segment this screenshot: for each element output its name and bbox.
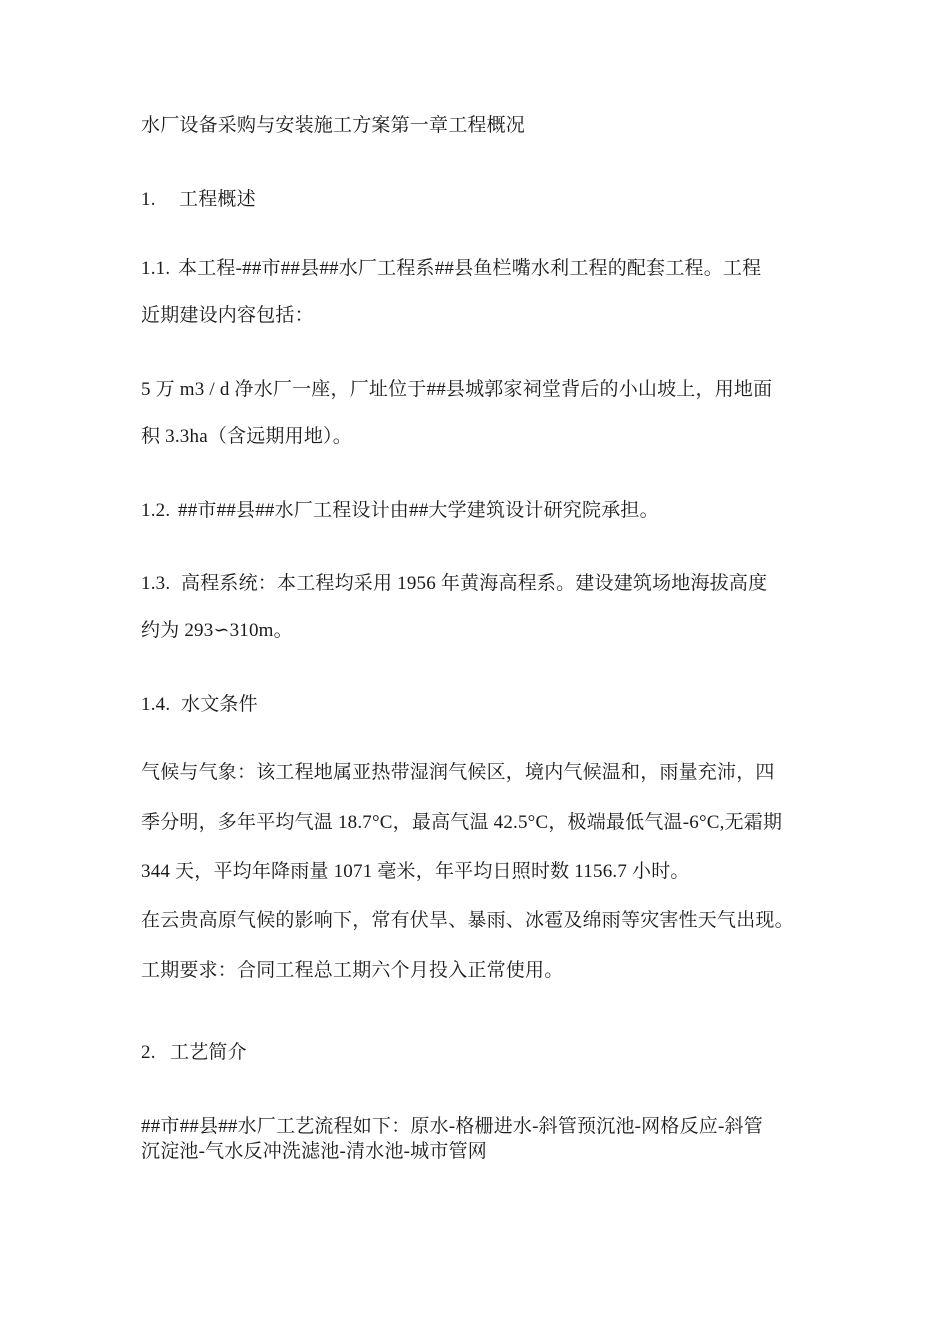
- paragraph-text: 本工程-##市##县##水厂工程系##县鱼栏嘴水利工程的配套工程。工程: [178, 258, 762, 279]
- schedule-requirement: 工期要求：合同工程总工期六个月投入正常使用。: [141, 960, 564, 981]
- climate-line-3: 344 天，平均年降雨量 1071 毫米，年平均日照时数 1156.7 小时。: [141, 861, 690, 882]
- section-title: 工艺简介: [170, 1042, 247, 1063]
- paragraph-1-4-heading: [141, 693, 258, 717]
- document-title: 水厂设备采购与安装施工方案第一章工程概况: [141, 115, 526, 136]
- paragraph-1-3-line-2: 约为 293∽310m。: [141, 620, 293, 641]
- section-1-heading: [141, 188, 256, 212]
- clause-number: 1.2.: [141, 500, 171, 521]
- clause-number: 1.1.: [141, 258, 171, 279]
- clause-title: 水文条件: [181, 694, 258, 715]
- paragraph-text: ##市##县##水厂工程设计由##大学建筑设计研究院承担。: [178, 500, 659, 521]
- paragraph-1-1-line-1: [141, 257, 761, 281]
- clause-number: 1.3.: [141, 573, 171, 594]
- process-flow-line-1: ##市##县##水厂工艺流程如下：原水-格栅进水-斜管预沉池-网格反应-斜管: [141, 1116, 763, 1137]
- climate-line-1: 气候与气象：该工程地属亚热带湿润气候区，境内气候温和，雨量充沛，四: [141, 762, 775, 783]
- paragraph-1-2: [141, 499, 659, 523]
- paragraph-text: 高程系统：本工程均采用 1956 年黄海高程系。建设建筑场地海拔高度: [181, 573, 768, 594]
- capacity-paragraph-line-2: 积 3.3ha（含远期用地）。: [141, 426, 352, 447]
- process-flow-line-2: 沉淀池-气水反冲洗滤池-清水池-城市管网: [141, 1141, 487, 1162]
- section-number: 1.: [141, 189, 156, 210]
- climate-line-4: 在云贵高原气候的影响下，常有伏旱、暴雨、冰雹及绵雨等灾害性天气出现。: [141, 910, 794, 931]
- paragraph-1-1-line-2: 近期建设内容包括：: [141, 305, 314, 326]
- section-2-heading: [141, 1041, 247, 1065]
- climate-line-2: 季分明，多年平均气温 18.7°C，最高气温 42.5°C，极端最低气温-6°C,无霜期: [141, 812, 783, 833]
- section-number: 2.: [141, 1042, 156, 1063]
- capacity-paragraph-line-1: 5 万 m3 / d 净水厂一座，厂址位于##县城郭家祠堂背后的小山坡上，用地面: [141, 379, 773, 400]
- paragraph-1-3-line-1: [141, 572, 767, 596]
- section-title: 工程概述: [179, 189, 256, 210]
- clause-number: 1.4.: [141, 694, 171, 715]
